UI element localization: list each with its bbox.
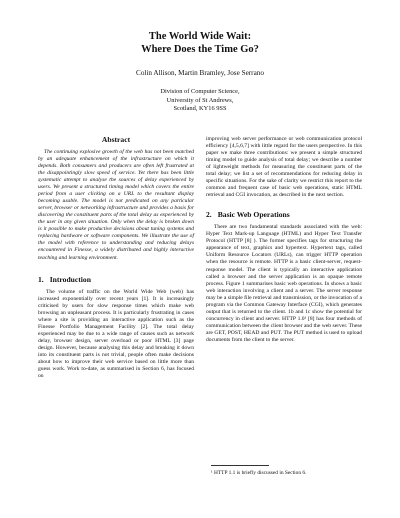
footnote-text: ¹ HTTP 1.1 is briefly discussed in Section 6. [211,470,307,476]
intro-continued-paragraph: improving web server performance or web communication protocol efficiency [4,5,6,7] with little regard for the users perspective. In this paper we make three contributions: we present a simple structured timing model to guide analysis of total delay; we describe a number of lightweight methods for measuring the constituent parts of the total delay; we list a set of recommendations for reducing delay in specific situations. For the sake of clarity we restrict this report to the common and frequent case of basic web operations, static HTML retrieval and CGI invocation, as described in the next section. [206,135,362,199]
affiliation [38,88,362,114]
affiliation-line: Division of Computer Science, [160,88,240,95]
intro-paragraph: The volume of traffic on the World Wide Web (web) has increased exponentially over recent years [1]. It is increasingly criticised by users for slow response times which make web browsing an unpleasant process. It is particularly frustrating in cases where a site is providing an interactive application such as the Finesse Portfolio Management Facility [2]. The total delay experienced may be due to a wide range of causes such as network delay, browser design, server overload or poor HTML [3] page design. However, because analysing this delay and breaking it down into its constituent parts is not trivial, people often make decisions about how to improve their web service based on little more than guess work. Work to-date, as summarised in Section 6, has focused on [38,288,194,380]
abstract-heading: Abstract [101,134,131,144]
footnote-rule [211,465,269,466]
affiliation-line: Scotland, KY16 9SS [173,105,227,113]
section-number: 1. [38,274,44,284]
affiliation-line: University of St Andrews, [166,96,234,104]
two-column-body [38,136,362,380]
section-2-heading [206,211,362,218]
section-title: Introduction [49,274,91,284]
section-title: Basic Web Operations [217,210,290,220]
section-2-paragraph: There are two fundamental standards associated with the web: Hyper Text Mark-up Language (HTML) and Hyper Text Transfer Protocol (HTTP [8] ). The former specifies tags for structuring the appearance of text, graphics and hypertext. Hypertext tags, called Uniform Resource Locators (URLs), can trigger HTTP operation when the resource is remote. HTTP is a basic client-server, request-response model. The client is typically an interactive application called a browser and the server application is an opaque remote process. Figure 1 summarises basic web operations. In shows a basic web interaction involving a client and a server. The server response may be a simple file retrieval and transmission, or the invocation of a program via the Common Gateway Interface (CGI), which generates output that is returned to the client. 1b and 1c show the potential for concurrency in client and server. HTTP 1.0¹ [8] has four methods of communication between the client browser and the web server. These are GET, POST, HEAD and PUT. The PUT method is used to upload documents from the client to the server. [206,224,362,343]
footnote [211,465,361,477]
abstract-text: The continuing explosive growth of the web has not been matched by an adequate enhancement of the infrastructure on which it depends. Both consumers and producers are often left frustrated at the disappointingly slow speed of service. Yet there has been little systematic attempt to analyse the sources of delay experienced by users. We present a structured timing model which covers the entire period from a user clicking on a URL to the resultant display becoming usable. The model is not predicated on any particular server, browser or networking infrastructure and provides a basis for discovering the constituent parts of the total delay as experienced by the user in any given situation. Only when the delay is broken down is it possible to make productive decisions about tuning systems and replacing hardware or software components. We illustrate the use of the model with reference to understanding and reducing delays encountered in Finesse, a widely distributed and highly interactive teaching and learning environment. [38,148,194,261]
author-list: Colin Allison, Martin Bramley, Jose Serrano [136,69,264,77]
paper-title [38,0,362,56]
section-number: 2. [206,210,212,220]
left-column [38,136,194,380]
right-column [206,136,362,380]
section-1-heading [38,276,194,283]
title-line-1: The World Wide Wait: [148,31,252,42]
title-line-2: Where Does the Time Go? [141,44,259,55]
